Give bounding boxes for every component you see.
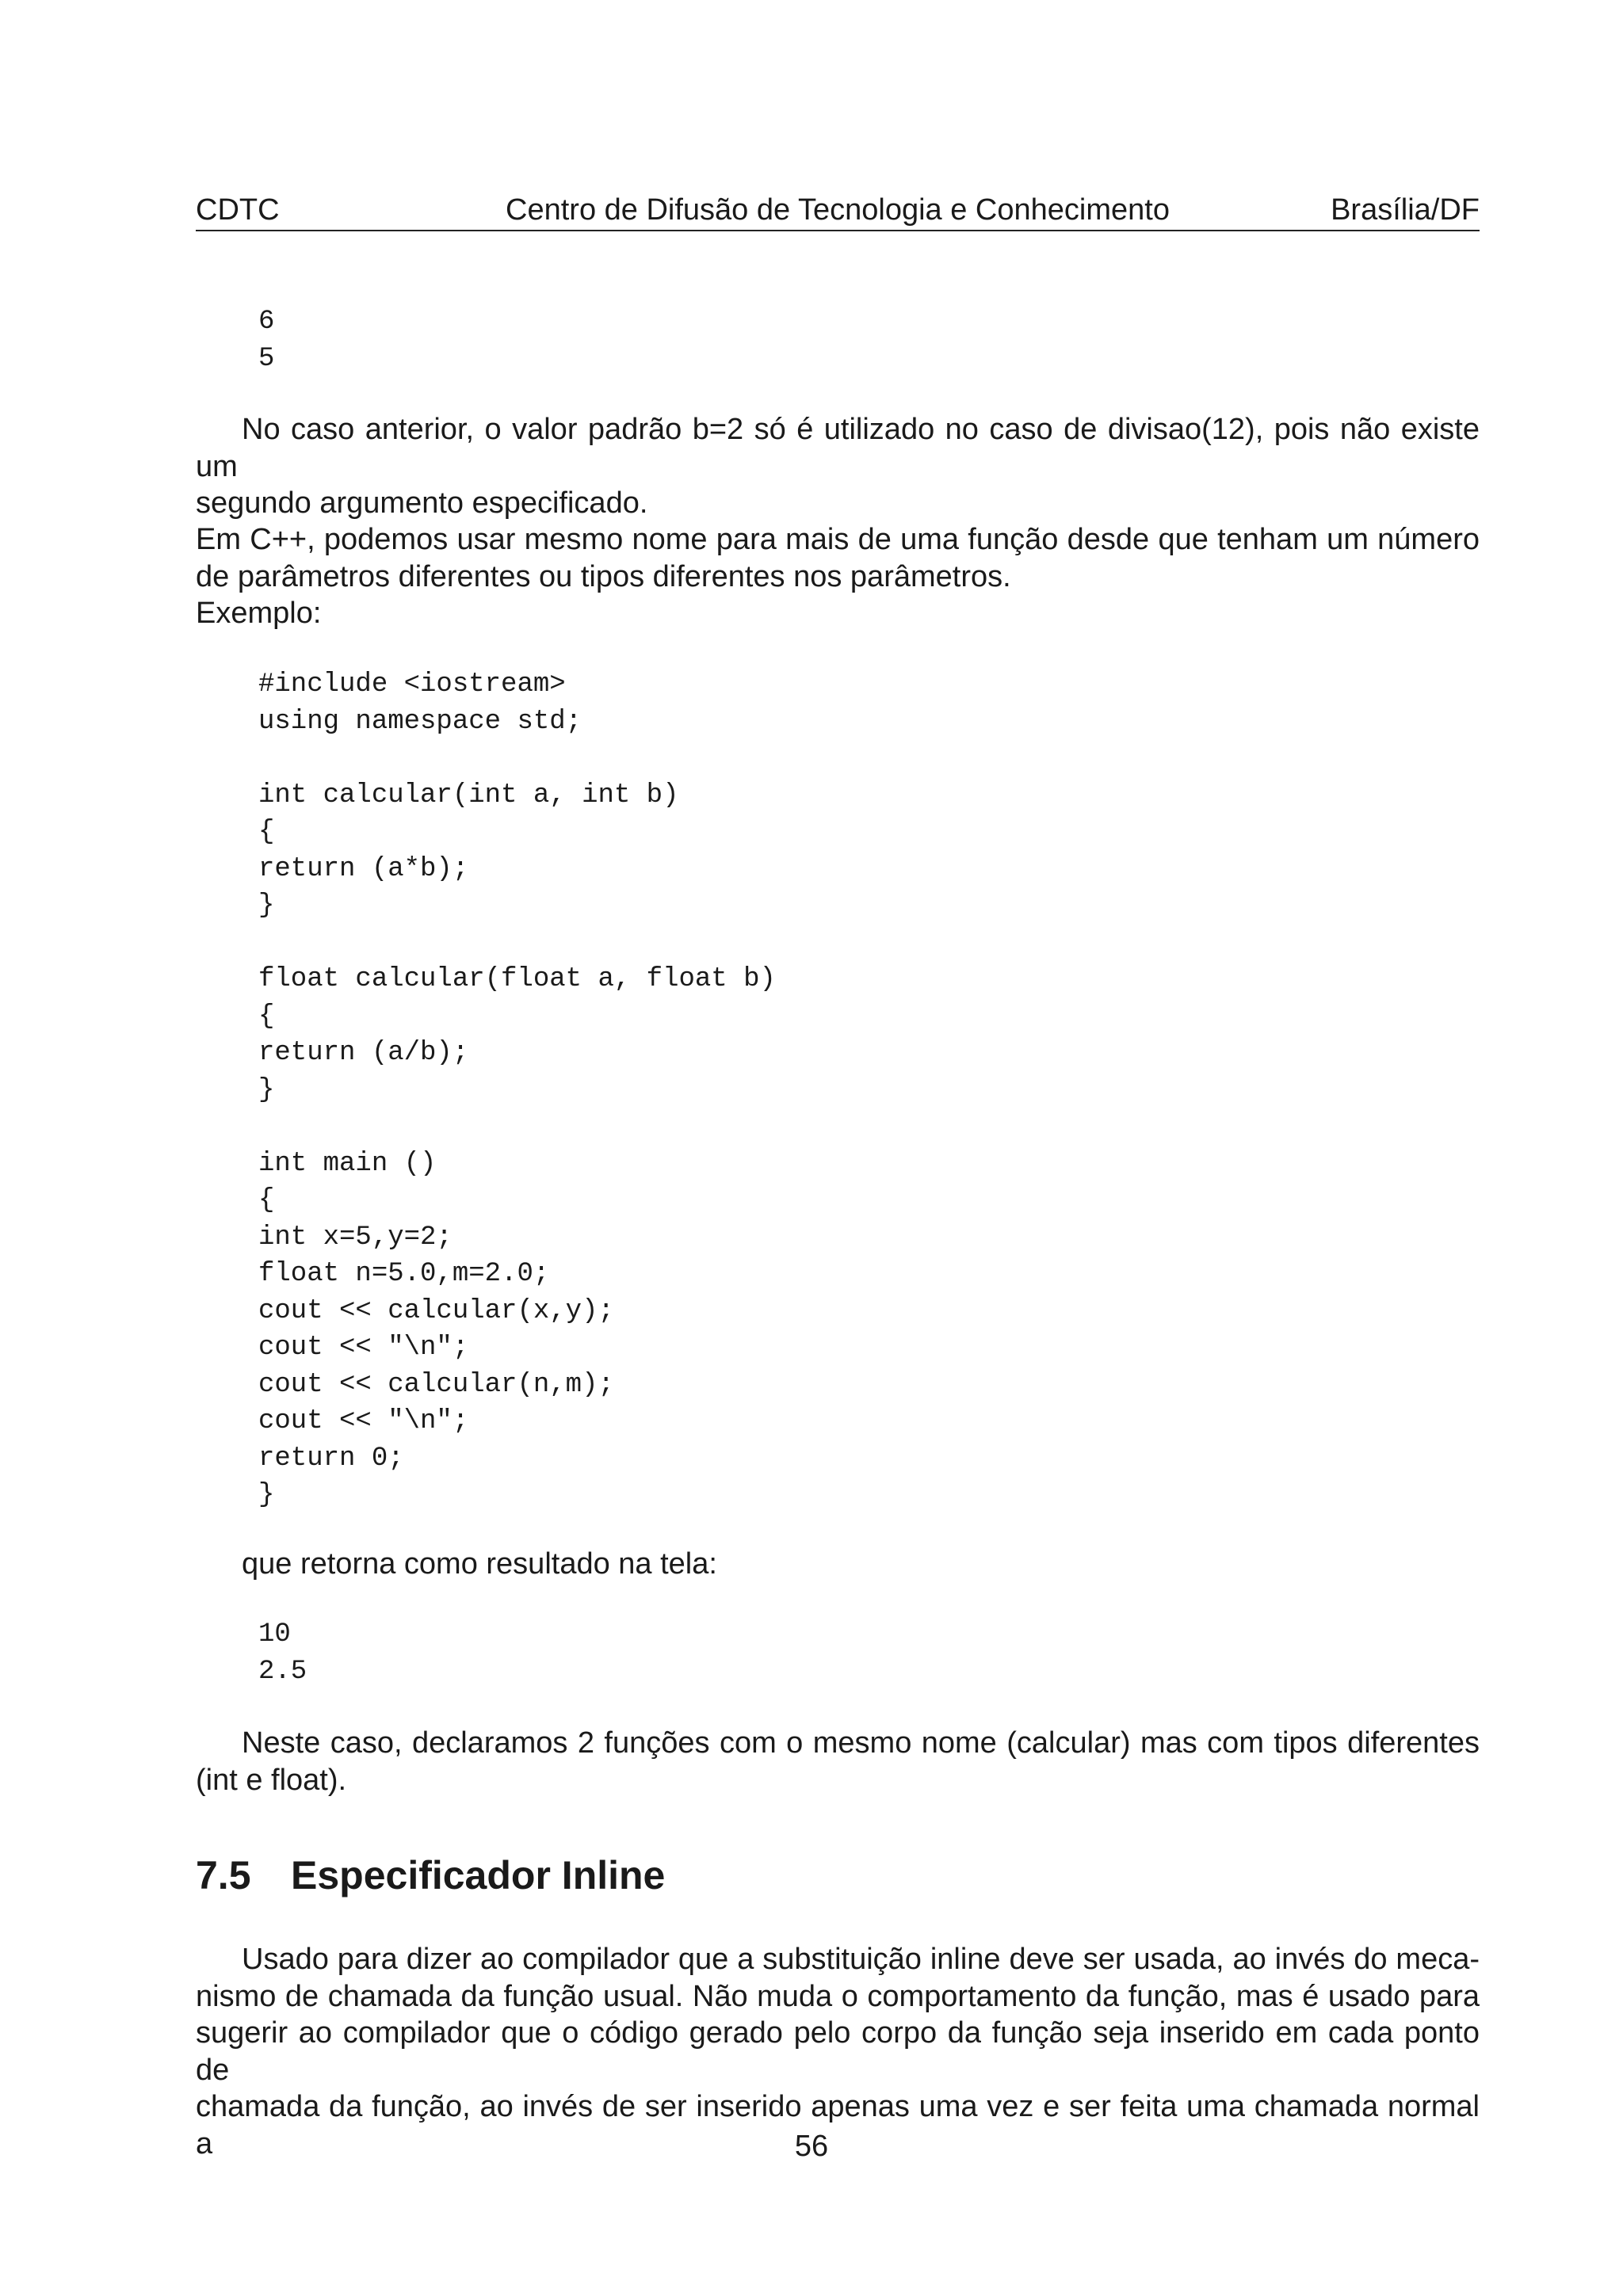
- code-line: [258, 925, 776, 962]
- code-line: #include <iostream>: [258, 669, 566, 700]
- code-line: {: [258, 817, 275, 847]
- output-block-1: [258, 303, 274, 377]
- code-block: [258, 666, 776, 1514]
- paragraph-line: Usado para dizer ao compilador que a substituição inline deve ser usada, ao invés do meca-: [242, 1943, 1480, 1976]
- paragraph-line: No caso anterior, o valor padrão b=2 só é utilizado no caso de divisao(12), pois não existe um: [196, 413, 1480, 483]
- code-line: using namespace std;: [258, 706, 582, 737]
- section-number: 7.5: [196, 1853, 251, 1897]
- output-line: 6: [258, 307, 275, 337]
- code-line: cout << calcular(x,y);: [258, 1295, 614, 1326]
- paragraph-line: nismo de chamada da função usual. Não muda o comportamento da função, mas é usado para: [196, 1979, 1480, 2013]
- paragraph-3: [242, 1546, 1480, 1583]
- code-line: int calcular(int a, int b): [258, 780, 679, 810]
- code-line: return (a/b);: [258, 1038, 469, 1068]
- paragraph-line: que retorna como resultado na tela:: [242, 1547, 717, 1581]
- paragraph-line: (int e float).: [196, 1763, 347, 1797]
- paragraph-line: Neste caso, declaramos 2 funções com o mesmo nome (calcular) mas com tipos diferentes: [242, 1726, 1480, 1760]
- code-line: }: [258, 1074, 275, 1105]
- page-header: [196, 190, 1480, 231]
- code-line: int x=5,y=2;: [258, 1222, 453, 1253]
- code-line: cout << calcular(n,m);: [258, 1369, 614, 1400]
- page-number: 56: [794, 2130, 829, 2163]
- paragraph-line: de parâmetros diferentes ou tipos diferentes nos parâmetros.: [196, 559, 1011, 593]
- header-center: Centro de Difusão de Tecnologia e Conhecimento: [506, 193, 1170, 227]
- paragraph-line: Exemplo:: [196, 597, 322, 630]
- code-line: cout << "\n";: [258, 1406, 469, 1436]
- code-line: cout << "\n";: [258, 1333, 469, 1363]
- output-line: 2.5: [258, 1656, 307, 1687]
- paragraph-4: [196, 1725, 1480, 1798]
- output-block-2: [258, 1616, 307, 1690]
- code-line: float n=5.0,m=2.0;: [258, 1259, 550, 1289]
- output-line: 10: [258, 1619, 291, 1650]
- paragraph-2: [196, 521, 1480, 632]
- code-line: }: [258, 1480, 275, 1510]
- paragraph-line: chamada da função, ao invés de ser inserido apenas uma vez e ser feita uma chamada normal a: [196, 2090, 1480, 2161]
- code-line: return 0;: [258, 1443, 404, 1474]
- paragraph-line: segundo argumento especificado.: [196, 486, 648, 520]
- code-line: }: [258, 891, 275, 921]
- output-line: 5: [258, 343, 275, 374]
- code-line: int main (): [258, 1148, 437, 1179]
- paragraph-1: [196, 411, 1480, 522]
- section-heading: [196, 1852, 665, 1898]
- header-right: Brasília/DF: [1331, 193, 1480, 227]
- header-left: CDTC: [196, 193, 280, 227]
- code-line: {: [258, 1001, 275, 1032]
- code-line: return (a*b);: [258, 853, 469, 884]
- code-line: [258, 1108, 776, 1146]
- code-line: float calcular(float a, float b): [258, 964, 776, 994]
- code-line: {: [258, 1185, 275, 1215]
- paragraph-line: sugerir ao compilador que o código gerado pelo corpo da função seja inserido em cada ponto de: [196, 2016, 1480, 2087]
- paragraph-line: Em C++, podemos usar mesmo nome para mais de uma função desde que tenham um número: [196, 523, 1480, 556]
- section-title: Especificador Inline: [291, 1853, 666, 1897]
- code-line: [258, 740, 776, 777]
